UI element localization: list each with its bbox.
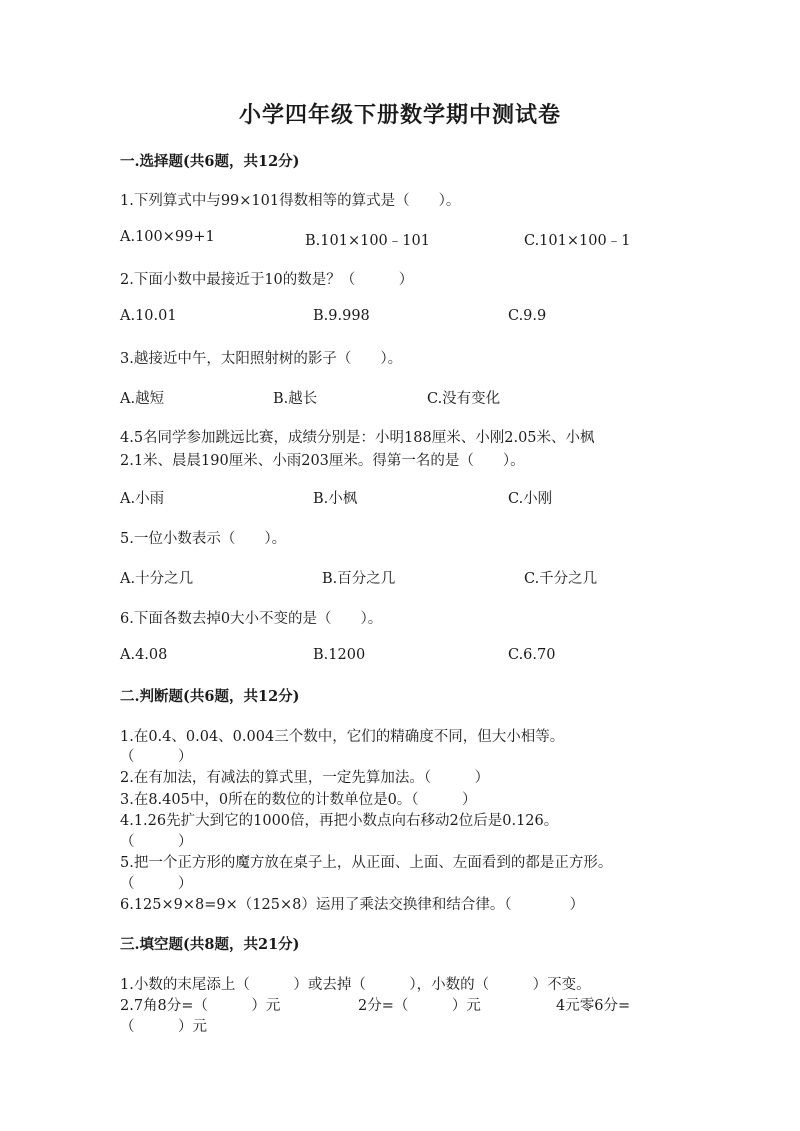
option-c: C.千分之几 [524,571,598,587]
fill-line: 1.小数的末尾添上（ ）或去掉（ ），小数的（ ）不变。 [120,977,591,993]
judgment-line: （ ） [120,749,193,765]
judgment-line: （ ） [120,834,193,850]
option-a: A.100×99+1 [120,229,215,245]
option-c: C.101×100﹣1 [524,233,631,249]
section-heading-judgment: 二.判断题(共6题，共12分) [120,688,300,705]
question-text-line1: 4.5名同学参加跳远比赛，成绩分别是：小明188厘米、小刚2.05米、小枫 [120,430,595,446]
option-a: A.10.01 [120,308,177,324]
question-text: 6.下面各数去掉0大小不变的是（ ）。 [120,611,383,627]
judgment-line: 1.在0.4、0.04、0.004三个数中，它们的精确度不同，但大小相等。 [120,729,565,745]
option-c: C.没有变化 [427,391,501,407]
option-b: B.101×100﹣101 [305,233,430,249]
question-text: 5.一位小数表示（ ）。 [120,531,287,547]
option-c: C.小刚 [508,491,553,507]
question-text: 3.越接近中午，太阳照射树的影子（ ）。 [120,351,403,367]
option-b: B.1200 [313,647,366,663]
option-c: C.6.70 [508,647,556,663]
option-a: A.越短 [120,391,165,407]
judgment-line: 3.在8.405中，0所在的数位的计数单位是0。（ ） [120,792,477,808]
option-b: B.小枫 [313,491,358,507]
judgment-line: 5.把一个正方形的魔方放在桌子上，从正面、上面、左面看到的都是正方形。 [120,855,613,871]
option-b: B.百分之几 [322,571,396,587]
option-b: B.9.998 [313,308,370,324]
exam-title: 小学四年级下册数学期中测试卷 [238,102,561,128]
question-text-line2: 2.1米、晨晨190厘米、小雨203厘米。得第一名的是（ ）。 [120,453,525,469]
judgment-line: （ ） [120,876,193,892]
option-c: C.9.9 [508,308,547,324]
option-b: B.越长 [273,391,318,407]
fill-line: （ ）元 [120,1019,207,1035]
question-text: 2.下面小数中最接近于10的数是？（ ） [120,272,414,288]
section-heading-choice: 一.选择题(共6题，共12分) [120,153,300,170]
judgment-line: 6.125×9×8=9×（125×8）运用了乘法交换律和结合律。（ ） [120,897,585,913]
question-text: 1.下列算式中与99×101得数相等的算式是（ ）。 [120,193,461,209]
option-a: A.4.08 [120,647,168,663]
judgment-line: 2.在有加法，有减法的算式里，一定先算加法。（ ） [120,770,490,786]
fill-line-part: 2分=（ ）元 [358,998,481,1014]
judgment-line: 4.1.26先扩大到它的1000倍，再把小数点向右移动2位后是0.126。 [120,813,559,829]
fill-line: 2.7角8分=（ ）元 [120,998,281,1014]
section-heading-fill: 三.填空题(共8题，共21分) [120,936,300,953]
fill-line-part: 4元零6分= [556,998,631,1014]
option-a: A.小雨 [120,491,165,507]
option-a: A.十分之几 [120,571,194,587]
